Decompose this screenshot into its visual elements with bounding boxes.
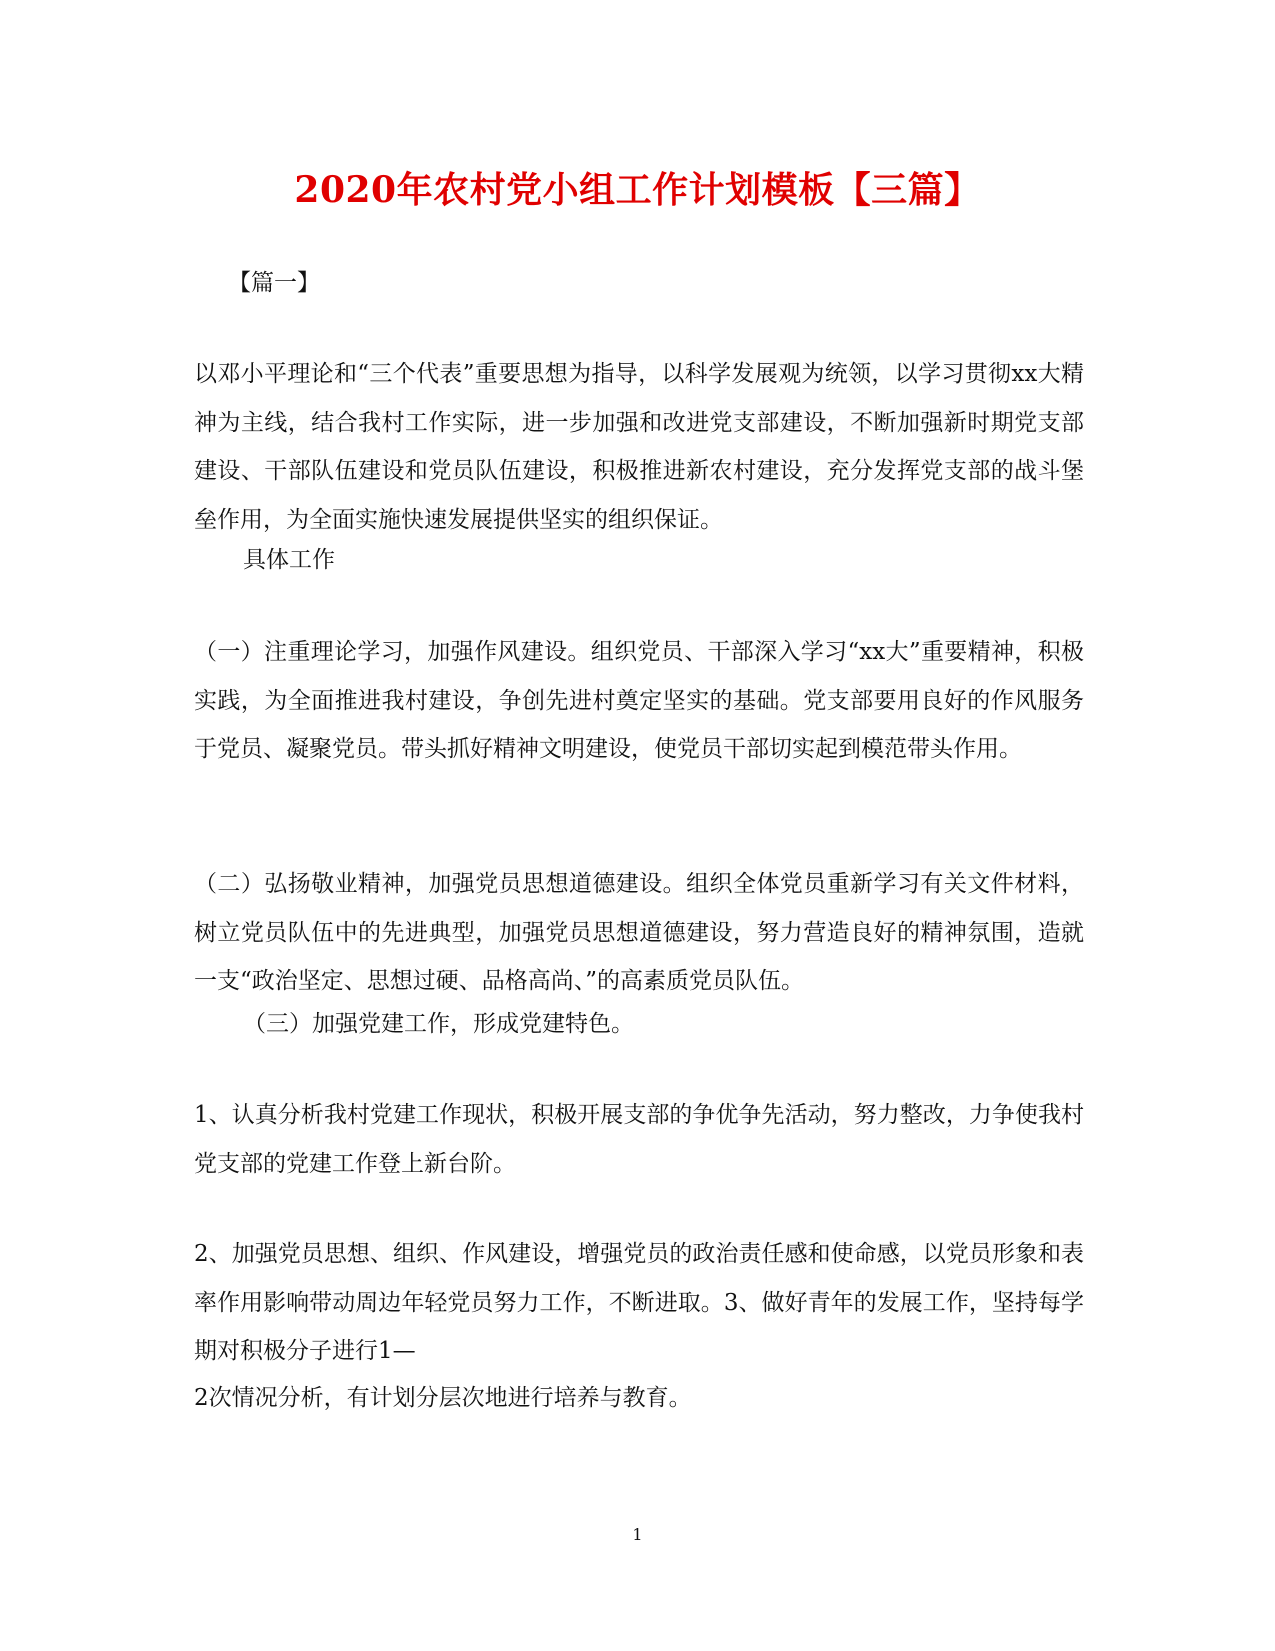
paragraph-item-3: （三）加强党建工作，形成党建特色。 <box>243 1011 634 1037</box>
paragraph-item-2: （二）弘扬敬业精神，加强党员思想道德建设。组织全体党员重新学习有关文件材料，树立党员队伍中的先进典型，加强党员思想道德建设，努力营造良好的精神氛围，造就一支“政治坚定、思想过硬、品格高尚、”的高素质党员队伍。 <box>194 871 1084 994</box>
section-mark: 【篇一】 <box>228 270 320 296</box>
page-number: 1 <box>632 1525 643 1544</box>
paragraph-intro: 以邓小平理论和“三个代表”重要思想为指导，以科学发展观为统领，以学习贯彻xx大精神为主线，结合我村工作实际，进一步加强和改进党支部建设，不断加强新时期党支部建设、干部队伍建设和党员队伍建设，积极推进新农村建设，充分发挥党支部的战斗堡垒作用，为全面实施快速发展提供坚实的组织保证。 <box>194 361 1084 533</box>
paragraph-item-1: （一）注重理论学习，加强作风建设。组织党员、干部深入学习“xx大”重要精神，积极实践，为全面推进我村建设，争创先进村奠定坚实的基础。党支部要用良好的作风服务于党员、凝聚党员。带头抓好精神文明建设，使党员干部切实起到模范带头作用。 <box>194 639 1084 762</box>
paragraph-sub-2: 2、加强党员思想、组织、作风建设，增强党员的政治责任感和使命感，以党员形象和表率作用影响带动周边年轻党员努力工作，不断进取。3、做好青年的发展工作，坚持每学期对积极分子进行1— <box>194 1241 1084 1364</box>
paragraph-sub-1: 1、认真分析我村党建工作现状，积极开展支部的争优争先活动，努力整改，力争使我村党支部的党建工作登上新台阶。 <box>194 1102 1084 1177</box>
work-heading: 具体工作 <box>243 547 335 573</box>
document-title: 2020年农村党小组工作计划模板【三篇】 <box>294 169 981 211</box>
paragraph-sub-2-continued: 2次情况分析，有计划分层次地进行培养与教育。 <box>194 1385 692 1411</box>
